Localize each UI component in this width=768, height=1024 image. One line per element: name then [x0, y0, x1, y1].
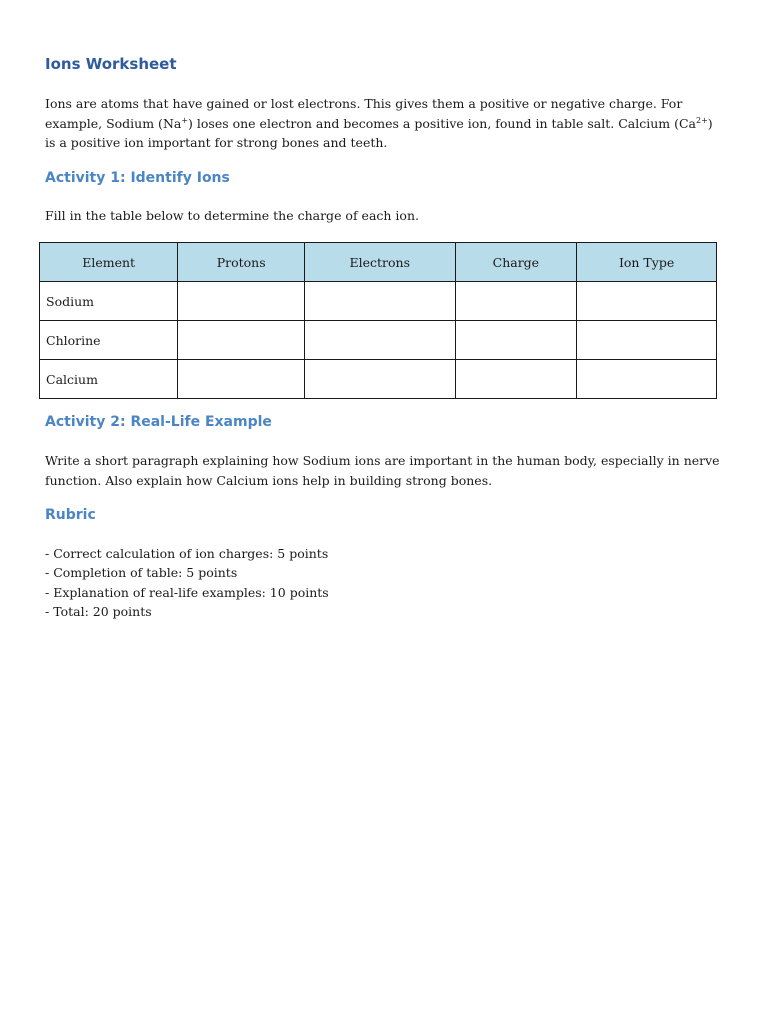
rubric-list [45, 544, 329, 621]
calcium-charge-superscript: 2+ [696, 115, 708, 125]
table-row [40, 321, 717, 360]
cell-ion-type [577, 282, 717, 321]
table-row [40, 360, 717, 399]
intro-text-2: ) loses one electron and becomes a positive ion, found in table salt. Calcium (Ca [188, 115, 696, 131]
cell-charge [455, 360, 577, 399]
header-protons: Protons [178, 243, 305, 282]
header-element: Element [40, 243, 178, 282]
cell-protons [178, 282, 305, 321]
cell-charge [455, 282, 577, 321]
cell-electrons [305, 282, 455, 321]
header-ion-type: Ion Type [577, 243, 717, 282]
page-title: Ions Worksheet [45, 55, 177, 73]
cell-charge [455, 321, 577, 360]
table-row [40, 282, 717, 321]
activity1-instruction: Fill in the table below to determine the charge of each ion. [45, 208, 419, 223]
cell-element: Calcium [40, 360, 178, 399]
ions-table [39, 242, 717, 399]
cell-ion-type [577, 360, 717, 399]
list-item: - Correct calculation of ion charges: 5 points [45, 546, 329, 561]
rubric-heading: Rubric [45, 507, 96, 523]
intro-paragraph [45, 94, 720, 153]
header-charge: Charge [455, 243, 577, 282]
sodium-charge-superscript: + [181, 115, 189, 125]
cell-protons [178, 360, 305, 399]
cell-electrons [305, 360, 455, 399]
header-electrons: Electrons [305, 243, 455, 282]
cell-element: Chlorine [40, 321, 178, 360]
cell-element: Sodium [40, 282, 178, 321]
cell-ion-type [577, 321, 717, 360]
activity1-heading: Activity 1: Identify Ions [45, 170, 230, 186]
list-item: - Explanation of real-life examples: 10 points [45, 584, 329, 600]
table-header-row [40, 243, 717, 282]
list-item: - Total: 20 points [45, 603, 152, 619]
activity2-heading: Activity 2: Real-Life Example [45, 414, 272, 430]
activity2-instruction: Write a short paragraph explaining how Sodium ions are important in the human body, especially in nerve function. Also explain how Calcium ions help in building strong bones. [45, 453, 720, 488]
intro-text-3: ) is a positive ion important for strong bones and teeth. [45, 115, 713, 150]
list-item: - Completion of table: 5 points [45, 565, 238, 581]
cell-electrons [305, 321, 455, 360]
cell-protons [178, 321, 305, 360]
intro-text-1: Ions are atoms that have gained or lost electrons. This gives them a positive or negative charge. For example, Sodium (Na [45, 96, 683, 131]
